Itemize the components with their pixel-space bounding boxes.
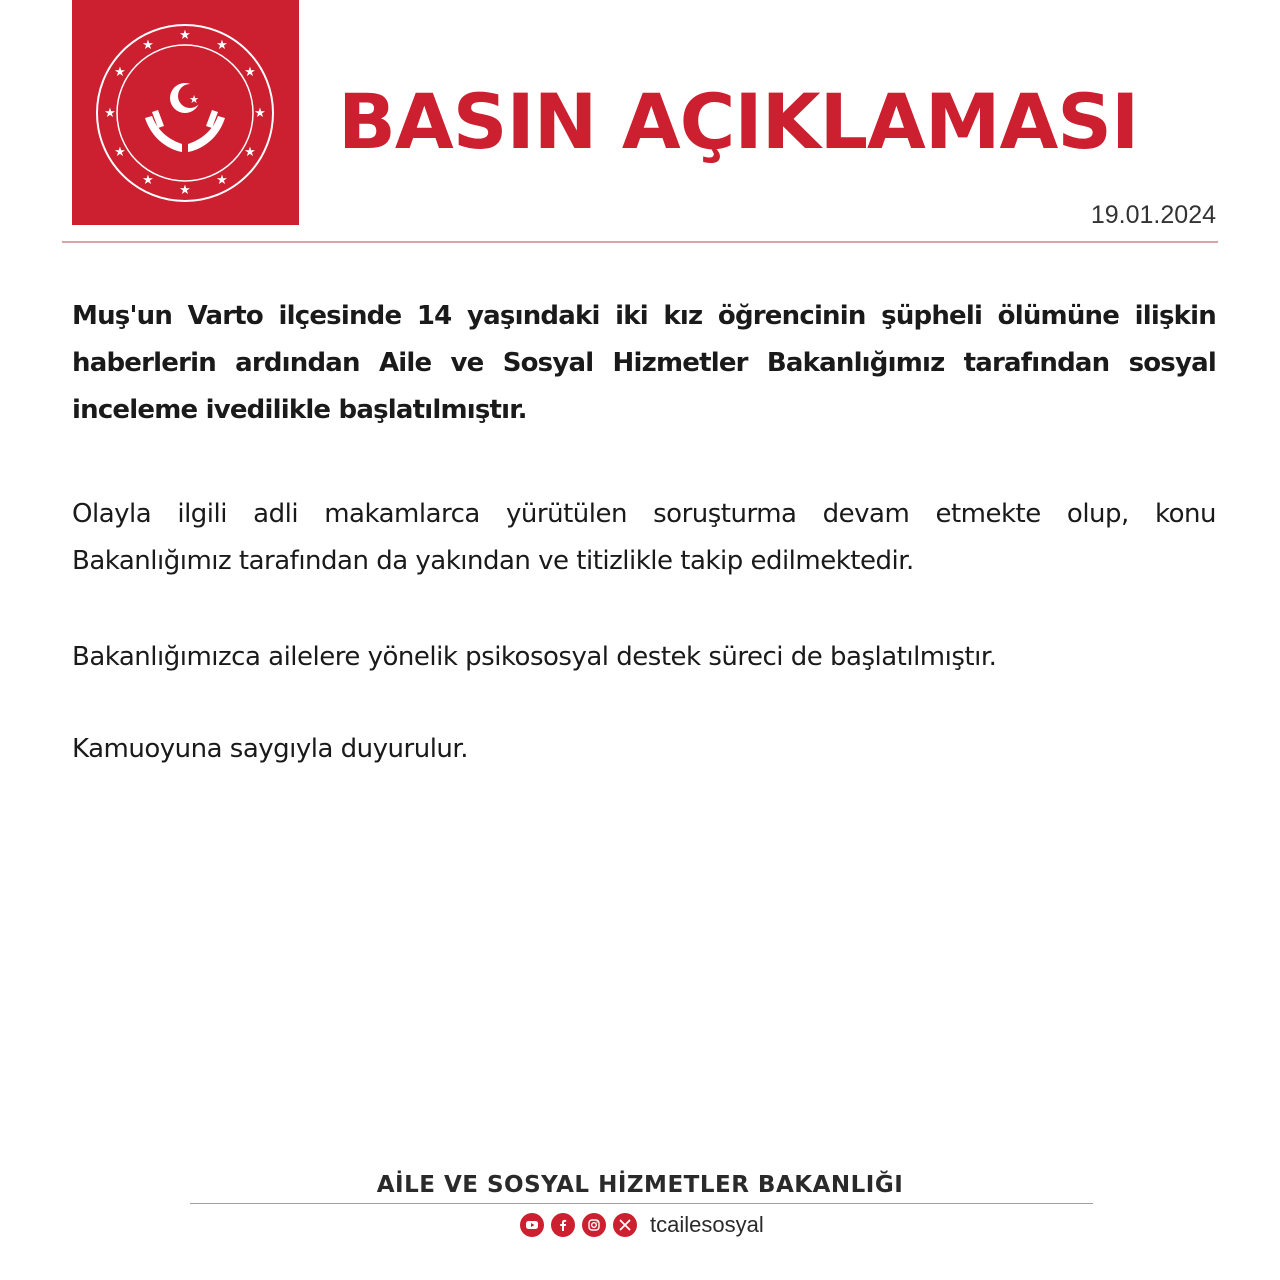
social-handle[interactable]: tcailesosyal: [650, 1212, 764, 1237]
svg-text:★: ★: [216, 38, 228, 53]
release-date: 19.01.2024: [1090, 201, 1216, 229]
paragraph-2: Olayla ilgili adli makamlarca yürütülen soruşturma devam etmekte olup, konu Bakanlığımız tarafından da yakından ve titizlikle takip edilmektedir.: [72, 499, 1216, 576]
svg-text:★: ★: [216, 173, 228, 188]
svg-text:★: ★: [244, 65, 256, 80]
footer-divider: [190, 1203, 1093, 1204]
social-links: [520, 1210, 764, 1240]
paragraph-1: Muş'un Varto ilçesinde 14 yaşındaki iki kız öğrencinin şüpheli ölümüne ilişkin haberlerin ardından Aile ve Sosyal Hizmetler Bakanlığımız tarafından sosyal inceleme ivedilikle başlatılmıştır.: [72, 301, 1216, 425]
youtube-icon[interactable]: [520, 1213, 544, 1237]
svg-text:★: ★: [254, 106, 266, 121]
svg-text:★: ★: [189, 93, 199, 106]
svg-text:★: ★: [142, 38, 154, 53]
footer-ministry-name: AİLE VE SOSYAL HİZMETLER BAKANLIĞI: [376, 1172, 904, 1198]
svg-text:★: ★: [114, 145, 126, 160]
svg-text:★: ★: [104, 106, 116, 121]
paragraph-3: Bakanlığımızca ailelere yönelik psikososyal destek süreci de başlatılmıştır.: [72, 642, 997, 672]
svg-text:★: ★: [114, 65, 126, 80]
svg-text:★: ★: [179, 28, 191, 43]
instagram-icon[interactable]: [582, 1213, 606, 1237]
header-divider: [62, 241, 1218, 243]
page-title: BASIN AÇIKLAMASI: [338, 77, 1139, 166]
ministry-seal-icon: [72, 0, 299, 225]
ministry-logo: [72, 0, 299, 225]
svg-text:★: ★: [142, 173, 154, 188]
paragraph-4: Kamuoyuna saygıyla duyurulur.: [72, 734, 468, 764]
facebook-icon[interactable]: [551, 1213, 575, 1237]
svg-text:★: ★: [179, 183, 191, 198]
x-icon[interactable]: [613, 1213, 637, 1237]
svg-text:★: ★: [244, 145, 256, 160]
